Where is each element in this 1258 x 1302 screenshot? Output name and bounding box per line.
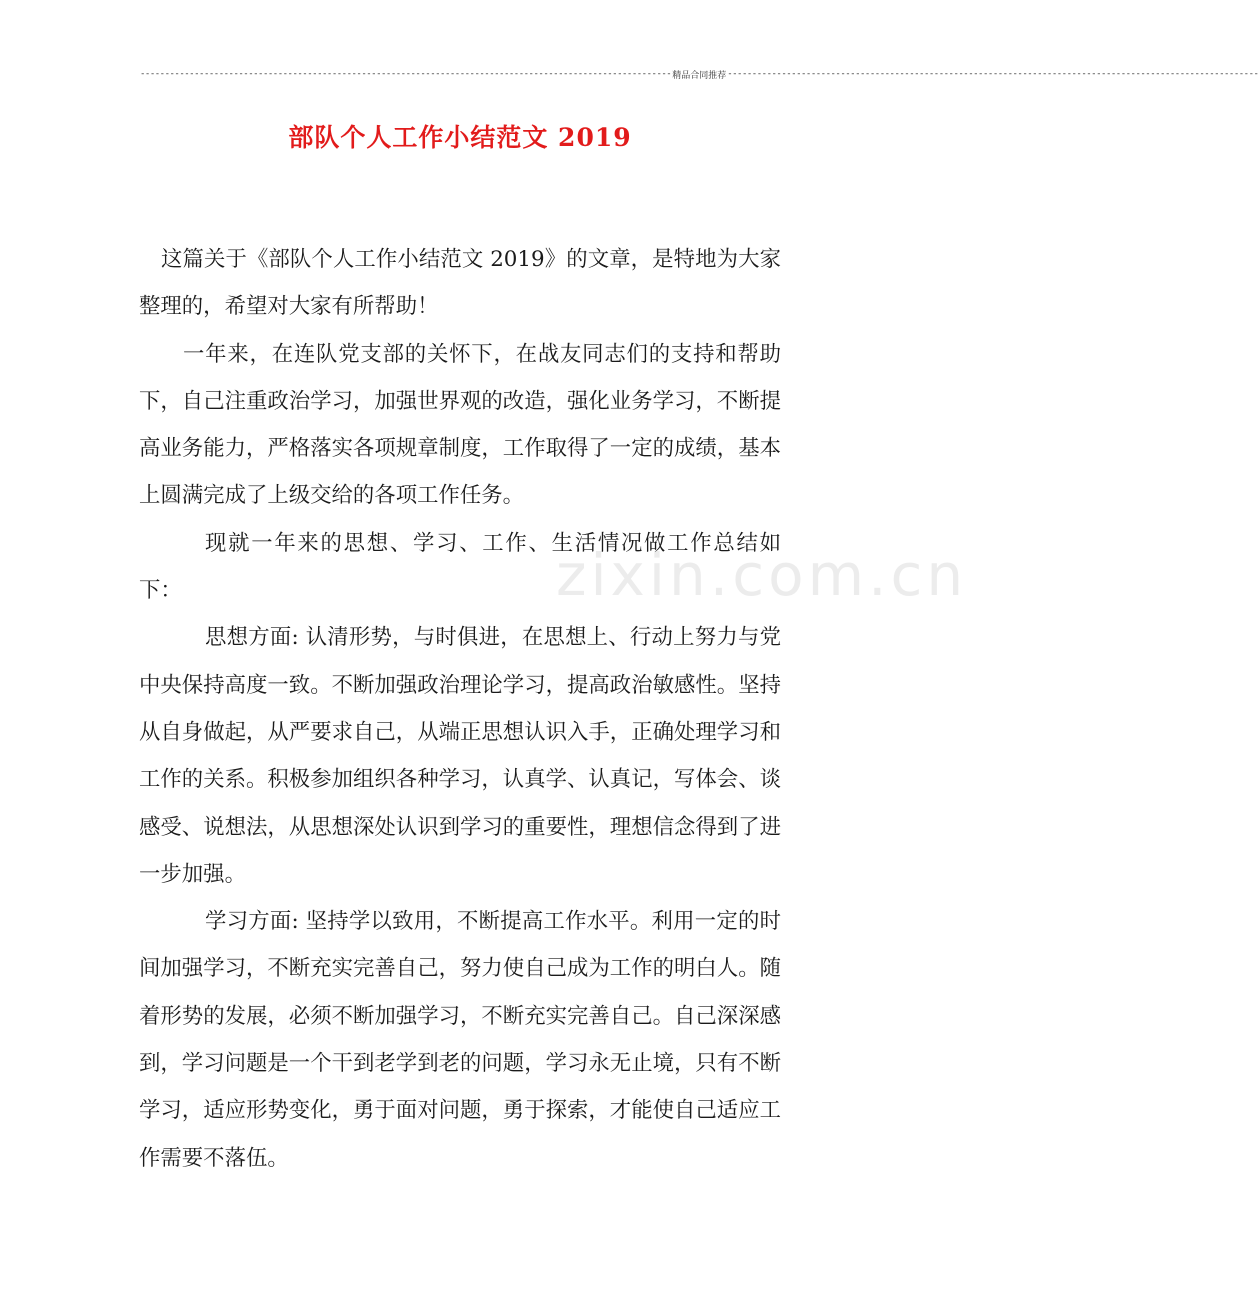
thought-section-paragraph: 思想方面: 认清形势，与时俱进，在思想上、行动上努力与党中央保持高度一致。不断加强政治理论学习，提高政治敏感性。坚持从自身做起，从严要求自己，从端正思想认识入手，正确处理学习和工作的关系。积极参加组织各种学习，认真学、认真记，写体会、谈感受、说想法，从思想深处认识到学习的重要性，理想信念得到了进一步加强。 [139, 625, 781, 887]
body-paragraph: 现就一年来的思想、学习、工作、生活情况做工作总结如下： [139, 530, 781, 604]
document-body [139, 236, 781, 1182]
intro-paragraph: 这篇关于《部队个人工作小结范文 2019》的文章，是特地为大家整理的，希望对大家有所帮助！ [139, 247, 781, 320]
study-section-paragraph: 学习方面: 坚持学以致用，不断提高工作水平。利用一定的时间加强学习，不断充实完善自己，努力使自己成为工作的明白人。随着形势的发展，必须不断加强学习，不断充实完善自己。自己深深感到，学习问题是一个干到老学到老的问题，学习永无止境，只有不断学习，适应形势变化，勇于面对问题，勇于探索，才能使自己适应工作需要不落伍。 [139, 909, 781, 1171]
document-title: 部队个人工作小结范文 2019 [288, 123, 632, 152]
watermark: zixin.com.cn [556, 541, 968, 609]
page-header [140, 66, 1258, 82]
header-rule-left: ------------------------------------------------------------------------------------------------------------ [140, 69, 672, 79]
body-paragraph: 一年来，在连队党支部的关怀下，在战友同志们的支持和帮助下，自己注重政治学习，加强世界观的改造，强化业务学习，不断提高业务能力，严格落实各项规章制度，工作取得了一定的成绩，基本上圆满完成了上级交给的各项工作任务。 [139, 341, 781, 509]
header-label: 精品合同推荐 [672, 70, 727, 81]
header-rule-right: ------------------------------------------------------------------------------------------------------------ [727, 69, 1258, 79]
